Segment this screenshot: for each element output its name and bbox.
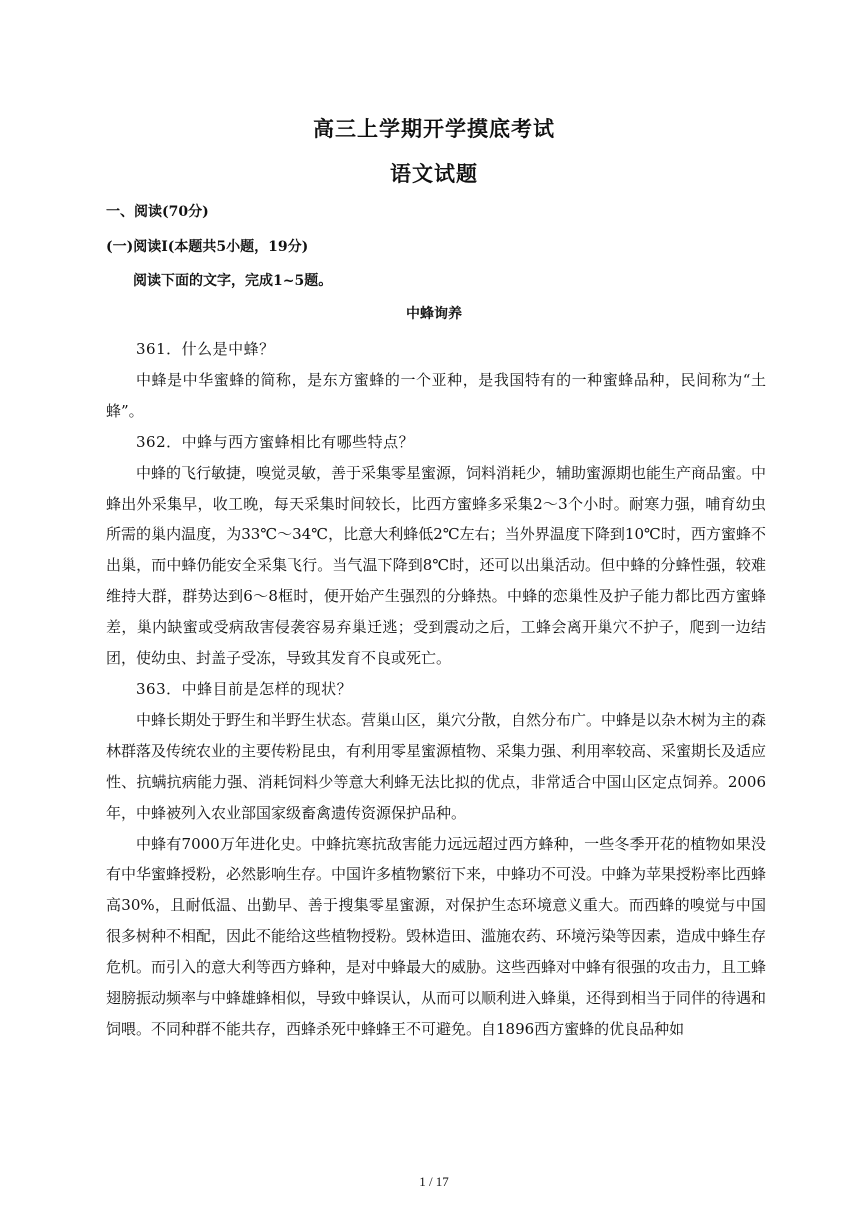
reading-instruction: 阅读下面的文字，完成1~5题。 [133, 273, 333, 289]
paragraph-answer-361: 中蜂是中华蜜蜂的简称，是东方蜜蜂的一个亚种，是我国特有的一种蜜蜂品种，民间称为“土蜂”。 [106, 370, 766, 420]
paragraph-answer-363: 中蜂长期处于野生和半野生状态。营巢山区，巢穴分散，自然分布广。中蜂是以杂木树为主的森林群落及传统农业的主要传粉昆虫，有利用零星蜜源植物、采集力强、利用率较高、采蜜期长及适应性、抗螨抗病能力强、消耗饲料少等意大利蜂无法比拟的优点，非常适合中国山区定点饲养。2006年，中蜂被列入农业部国家级畜禽遗传资源保护品种。 [106, 710, 767, 822]
question-362: 362．中蜂与西方蜜蜂相比有哪些特点？ [136, 432, 415, 451]
subsection-heading: (一)阅读Ⅰ(本题共5小题，19分) [106, 239, 309, 255]
exam-title: 高三上学期开学摸底考试 [313, 116, 555, 141]
section-heading: 一、阅读(70分) [106, 204, 209, 220]
article-body [106, 334, 766, 1045]
exam-subtitle: 语文试题 [390, 161, 478, 186]
page-number: 1 / 17 [419, 1174, 449, 1189]
article-title: 中蜂询养 [406, 306, 462, 322]
question-361: 361．什么是中蜂？ [136, 340, 275, 358]
question-363: 363．中蜂目前是怎样的现状？ [136, 679, 353, 698]
paragraph-evolution: 中蜂有7000万年进化史。中蜂抗寒抗敌害能力远远超过西方蜂种，一些冬季开花的植物如果没有中华蜜蜂授粉，必然影响生存。中国许多植物繁衍下来，中蜂功不可没。中蜂为苹果授粉率比西蜂高30%，且耐低温、出勤早、善于搜集零星蜜源，对保护生态环境意义重大。而西蜂的嗅觉与中国很多树种不相配，因此不能给这些植物授粉。毁林造田、滥施农药、环境污染等因素，造成中蜂生存危机。而引入的意大利等西方蜂种，是对中蜂最大的威胁。这些西蜂对中蜂有很强的攻击力，且工蜂翅膀振动频率与中蜂雄蜂相似，导致中蜂误认，从而可以顺利进入蜂巢，还得到相当于同伴的待遇和饲喂。不同种群不能共存，西蜂杀死中蜂蜂王不可避免。自1896西方蜜蜂的优良品种如 [106, 834, 767, 1038]
paragraph-answer-362: 中蜂的飞行敏捷，嗅觉灵敏，善于采集零星蜜源，饲料消耗少，辅助蜜源期也能生产商品蜜。中蜂出外采集早，收工晚，每天采集时间较长，比西方蜜蜂多采集2～3个小时。耐寒力强，哺育幼虫所需的巢内温度，为33℃～34℃，比意大利蜂低2℃左右；当外界温度下降到10℃时，西方蜜蜂不出巢，而中蜂仍能安全采集飞行。当气温下降到8℃时，还可以出巢活动。但中蜂的分蜂性强，较难维持大群，群势达到6～8框时，便开始产生强烈的分蜂热。中蜂的恋巢性及护子能力都比西方蜜蜂差，巢内缺蜜或受病敌害侵袭容易弃巢迁逃；受到震动之后，工蜂会离开巢穴不护子，爬到一边结团，使幼虫、封盖子受冻，导致其发育不良或死亡。 [106, 463, 767, 668]
